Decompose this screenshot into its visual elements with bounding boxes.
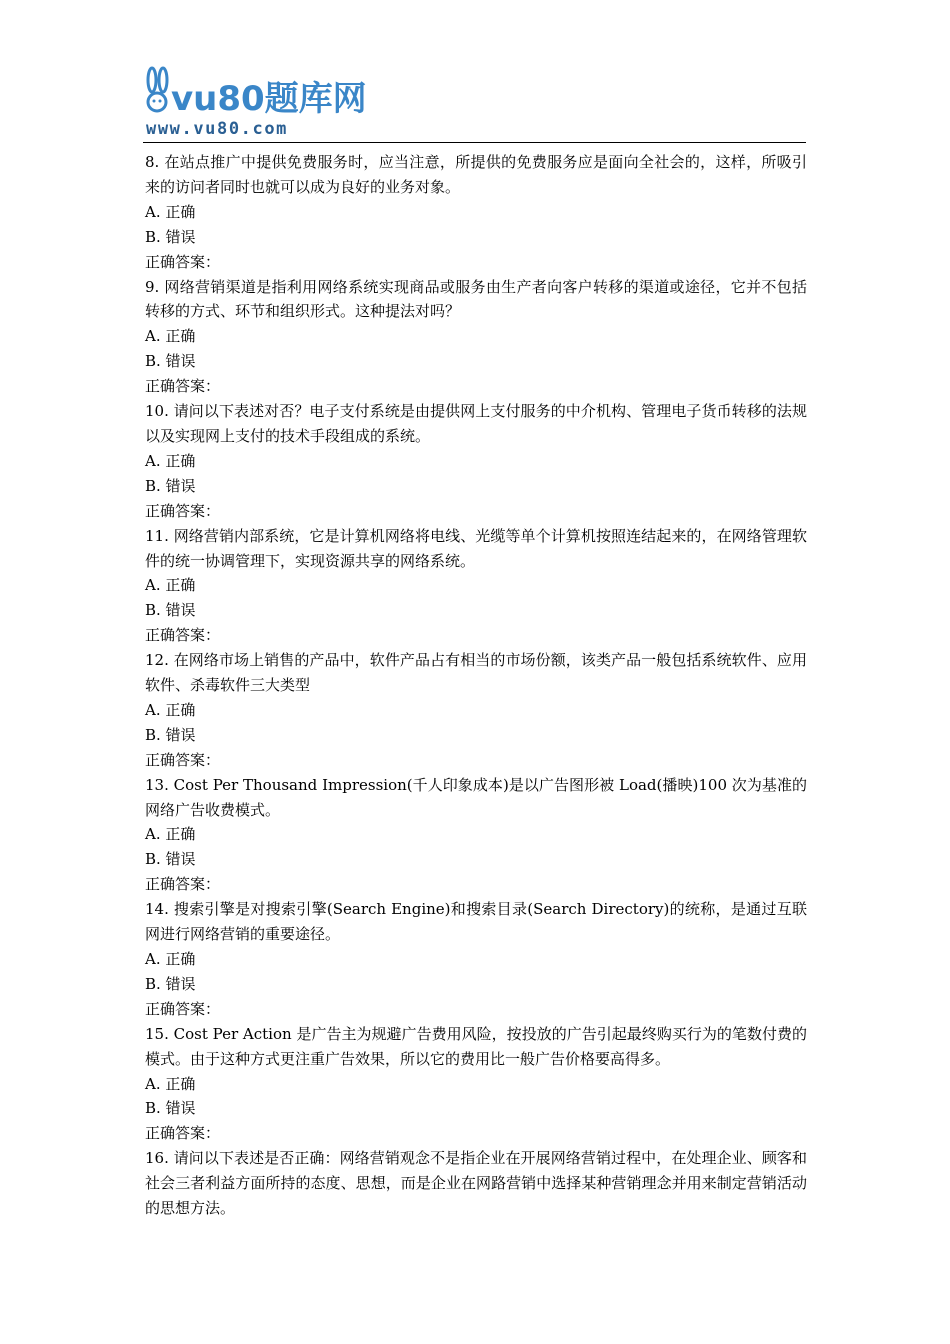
question-item	[145, 150, 807, 275]
option-a: A. 正确	[145, 451, 196, 470]
question-item	[145, 399, 807, 524]
site-logo[interactable]	[143, 66, 367, 139]
header-divider	[143, 142, 806, 143]
question-item	[145, 524, 807, 649]
answer-label: 正确答案：	[145, 626, 221, 645]
option-b: B. 错误	[145, 601, 196, 620]
option-b: B. 错误	[145, 352, 196, 371]
answer-label: 正确答案：	[145, 252, 221, 271]
option-a: A. 正确	[145, 825, 196, 844]
question-list	[145, 150, 807, 1221]
option-a: A. 正确	[145, 202, 196, 221]
answer-label: 正确答案：	[145, 999, 221, 1018]
option-a: A. 正确	[145, 1074, 196, 1093]
answer-label: 正确答案：	[145, 377, 221, 396]
question-text: 14. 搜索引擎是对搜索引擎(Search Engine)和搜索目录(Search Directory)的统称，是通过互联网进行网络营销的重要途径。	[145, 900, 807, 944]
logo-url: www.vu80.com	[146, 119, 289, 139]
option-a: A. 正确	[145, 327, 196, 346]
option-b: B. 错误	[145, 974, 196, 993]
question-item	[145, 773, 807, 898]
rabbit-icon	[148, 68, 167, 111]
question-item	[145, 897, 807, 1022]
question-text: 10. 请问以下表述对否？电子支付系统是由提供网上支付服务的中介机构、管理电子货币转移的法规以及实现网上支付的技术手段组成的系统。	[145, 402, 807, 445]
option-a: A. 正确	[145, 576, 196, 595]
question-item	[145, 1146, 807, 1221]
logo-title: vu80题库网	[171, 79, 367, 119]
question-text: 15. Cost Per Action 是广告主为规避广告费用风险，按投放的广告引起最终购买行为的笔数付费的模式。由于这种方式更注重广告效果，所以它的费用比一般广告价格要高得多。	[145, 1024, 807, 1068]
answer-label: 正确答案：	[145, 1124, 221, 1143]
question-text: 9. 网络营销渠道是指利用网络系统实现商品或服务由生产者向客户转移的渠道或途径，它并不包括转移的方式、环节和组织形式。这种提法对吗？	[145, 277, 807, 321]
answer-label: 正确答案：	[145, 750, 221, 769]
question-text: 16. 请问以下表述是否正确：网络营销观念不是指企业在开展网络营销过程中，在处理企业、顾客和社会三者利益方面所持的态度、思想，而是企业在网路营销中选择某种营销理念并用来制定营销活动的思想方法。	[145, 1149, 807, 1218]
option-b: B. 错误	[145, 227, 196, 246]
option-a: A. 正确	[145, 950, 196, 968]
question-item	[145, 648, 807, 773]
option-b: B. 错误	[145, 725, 196, 744]
option-b: B. 错误	[145, 850, 196, 869]
option-b: B. 错误	[145, 476, 196, 495]
option-a: A. 正确	[145, 700, 196, 719]
vu80-logo-graphic	[143, 66, 367, 139]
question-text: 13. Cost Per Thousand Impression(千人印象成本)是以广告图形被 Load(播映)100 次为基准的网络广告收费模式。	[145, 775, 807, 819]
option-b: B. 错误	[145, 1099, 196, 1118]
answer-label: 正确答案：	[145, 875, 221, 894]
question-item	[145, 1022, 807, 1147]
question-text: 11. 网络营销内部系统，它是计算机网络将电线、光缆等单个计算机按照连结起来的，在网络管理软件的统一协调管理下，实现资源共享的网络系统。	[145, 526, 807, 570]
question-text: 8. 在站点推广中提供免费服务时，应当注意，所提供的免费服务应是面向全社会的，这样，所吸引来的访问者同时也就可以成为良好的业务对象。	[145, 153, 807, 196]
question-text: 12. 在网络市场上销售的产品中，软件产品占有相当的市场份额，该类产品一般包括系统软件、应用软件、杀毒软件三大类型	[145, 651, 807, 695]
answer-label: 正确答案：	[145, 501, 221, 520]
question-item	[145, 275, 807, 400]
